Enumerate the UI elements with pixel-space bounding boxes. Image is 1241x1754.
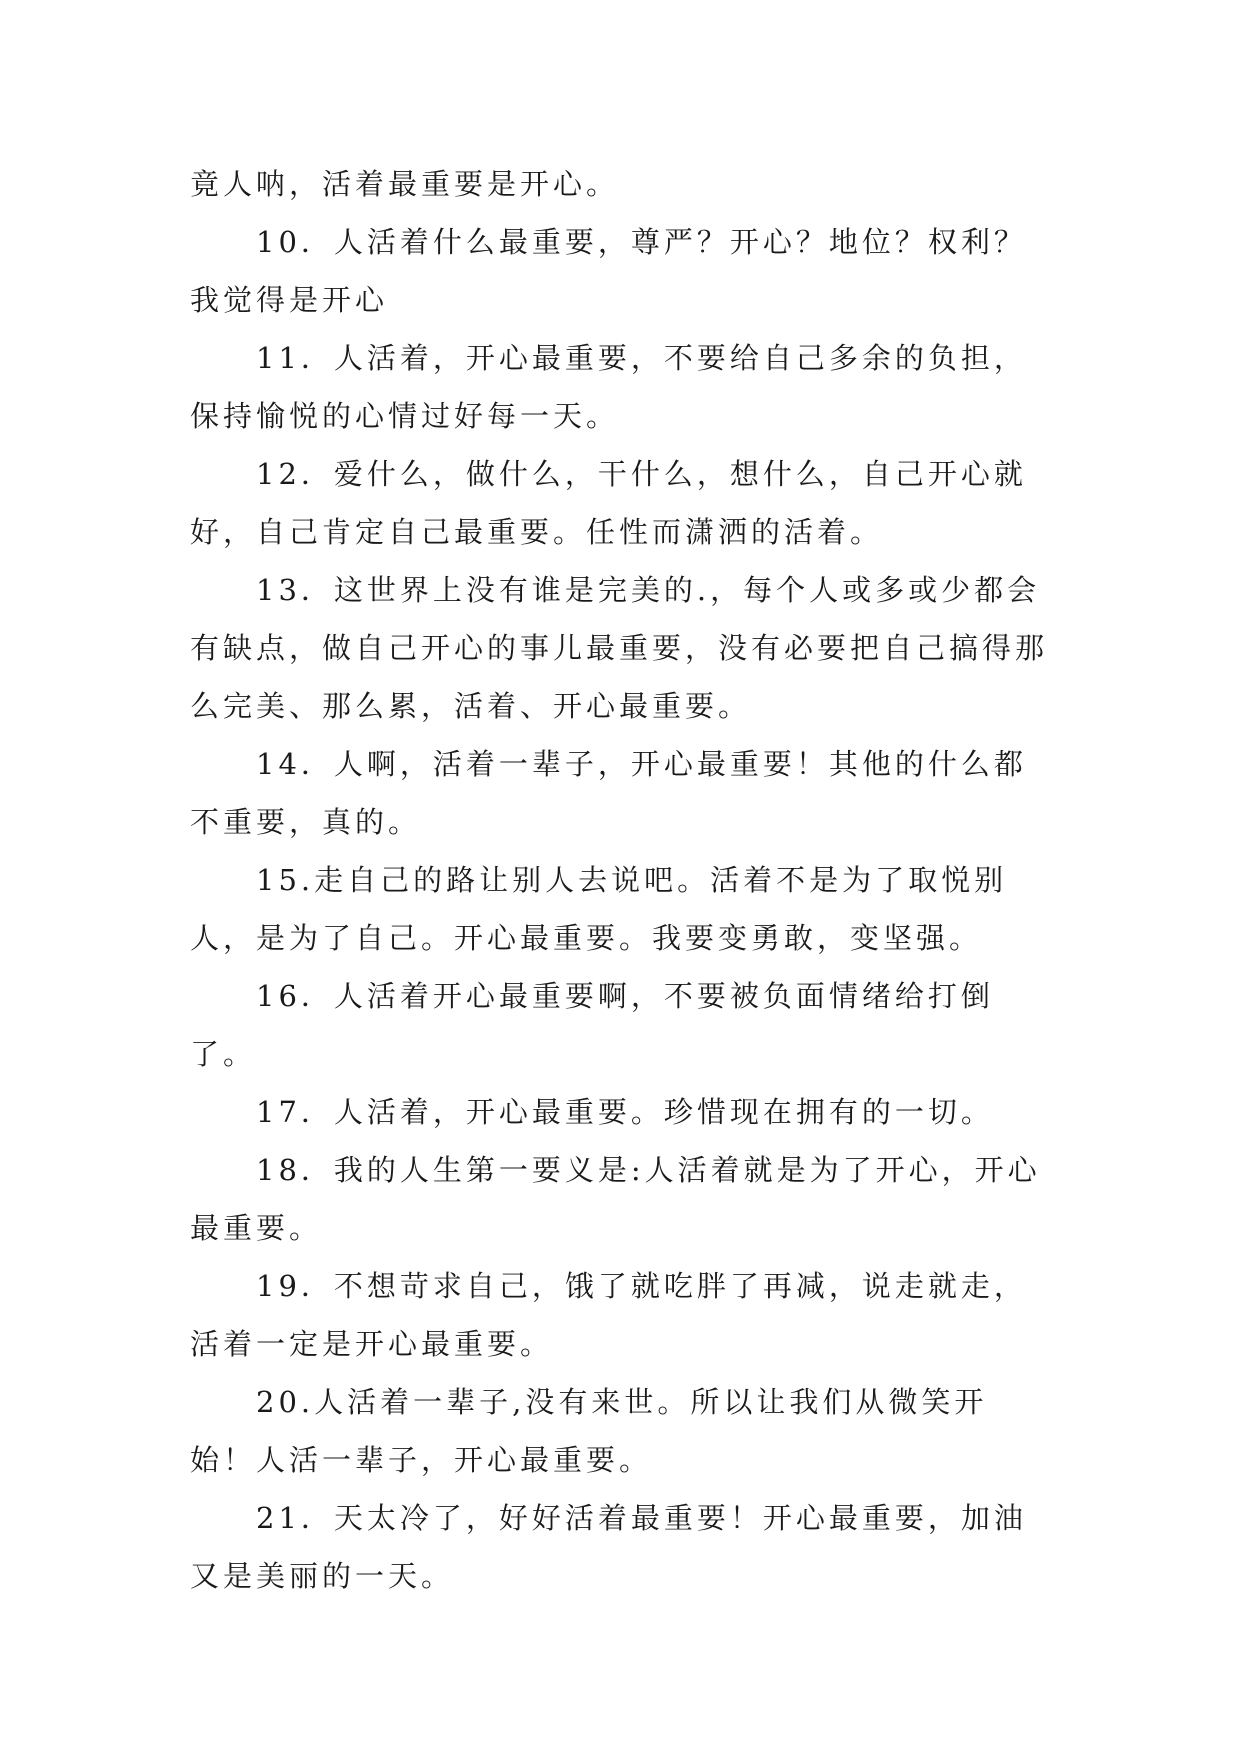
paragraph-item-16: 16．人活着开心最重要啊，不要被负面情绪给打倒了。 bbox=[190, 979, 994, 1071]
paragraph-item-17: 17．人活着，开心最重要。珍惜现在拥有的一切。 bbox=[256, 1095, 994, 1129]
paragraph-item-15: 15.走自己的路让别人去说吧。活着不是为了取悦别人，是为了自己。开心最重要。我要变勇敢，变坚强。 bbox=[190, 863, 1008, 955]
paragraph-item-20: 20.人活着一辈子,没有来世。所以让我们从微笑开始！人活一辈子，开心最重要。 bbox=[190, 1385, 988, 1477]
paragraph-item-13: 13．这世界上没有谁是完美的.，每个人或多或少都会有缺点，做自己开心的事儿最重要，没有必要把自己搞得那么完美、那么累，活着、开心最重要。 bbox=[190, 573, 1049, 723]
document-body bbox=[190, 155, 1050, 1605]
paragraph-item-10: 10．人活着什么最重要，尊严？开心？地位？权利？我觉得是开心 bbox=[190, 225, 1027, 317]
paragraph-item-19: 19．不想苛求自己，饿了就吃胖了再减，说走就走，活着一定是开心最重要。 bbox=[190, 1269, 1027, 1361]
paragraph-item-14: 14．人啊，活着一辈子，开心最重要！其他的什么都不重要，真的。 bbox=[190, 747, 1027, 839]
paragraph-item-21: 21．天太冷了，好好活着最重要！开心最重要，加油又是美丽的一天。 bbox=[190, 1501, 1027, 1593]
paragraph-item-18: 18．我的人生第一要义是:人活着就是为了开心，开心最重要。 bbox=[190, 1153, 1041, 1245]
paragraph-continuation: 竟人呐，活着最重要是开心。 bbox=[190, 167, 620, 201]
paragraph-item-11: 11．人活着，开心最重要，不要给自己多余的负担，保持愉悦的心情过好每一天。 bbox=[190, 341, 1027, 433]
paragraph-item-12: 12．爱什么，做什么，干什么，想什么，自己开心就好，自己肯定自己最重要。任性而潇洒的活着。 bbox=[190, 457, 1027, 549]
